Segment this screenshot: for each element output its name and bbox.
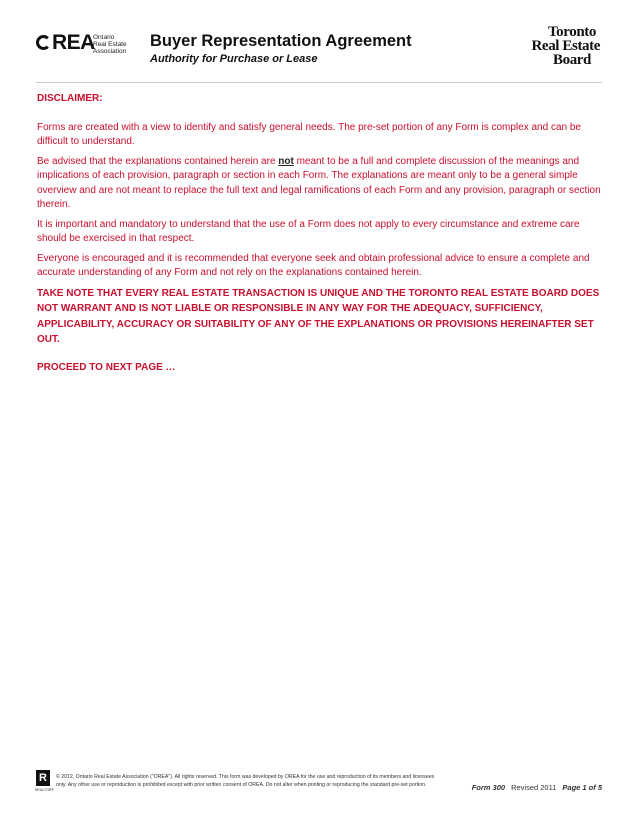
disclaimer-paragraph: It is important and mandatory to understand that the use of a Form does not apply to every circumstance and extreme care should be exercised in that respect. [37,218,580,244]
treb-logo-line: Toronto [547,24,596,40]
form-number: Form 300 [471,783,506,792]
orea-logo [36,33,95,53]
orea-assoc-line: Ontario [93,34,115,41]
disclaimer-heading: DISCLAIMER: [37,93,103,104]
header-divider [36,82,602,83]
realtor-label: REALTOR® [35,788,54,792]
proceed-next-page: PROCEED TO NEXT PAGE … [37,361,176,373]
revision-date: Revised 2011 [511,783,557,792]
copyright-line: © 2012, Ontario Real Estate Association ("OREA"). All rights reserved. This form was developed by OREA for the use and reproduction of its members and licensees [56,774,435,780]
document-subtitle: Authority for Purchase or Lease [150,53,318,65]
orea-assoc-line: Real Estate [93,41,127,48]
paragraph-text: meant to be a full and complete discussion of the meanings and implications of each provision, paragraph or section in each Form. The explanations are meant only to be a general simple overview and are not meant to replace the full text and legal ramifications of each Form and any provision, paragraph or section therein. [37,155,601,210]
page-number: Page 1 of 5 [562,783,602,792]
paragraph-text: Be advised that the explanations contained herein are [37,155,279,167]
realtor-icon: R [36,770,50,786]
form-info [472,783,602,792]
treb-logo-line: Board [552,52,591,68]
disclaimer-section [37,92,603,380]
orea-association-name [93,34,127,55]
copyright-line: only. Any other use or reproduction is prohibited except with prior written consent of OREA. Do not alter when printing or reproducing the standard pre-set portion. [56,782,427,788]
disclaimer-paragraph: Forms are created with a view to identify and satisfy general needs. The pre-set portion of any Form is complex and can be difficult to understand. [37,121,581,147]
orea-assoc-line: Association [93,48,127,55]
page-footer [36,770,602,806]
emphasis-not: not [278,155,294,167]
orea-logo-text: REA [52,31,95,54]
treb-logo-line: Real Estate [531,38,600,54]
page-header [0,0,638,80]
orea-o-icon [36,35,51,50]
copyright-notice [56,773,456,789]
disclaimer-paragraph [37,155,603,213]
treb-logo [532,25,601,67]
document-title: Buyer Representation Agreement [150,32,412,50]
take-note-notice: TAKE NOTE THAT EVERY REAL ESTATE TRANSACTION IS UNIQUE AND THE TORONTO REAL ESTATE BOARD DOES NOT WARRANT AND IS NOT LIABLE OR RESPONSIBLE IN ANY WAY FOR THE ADEQUACY, SUFFICIENCY, APPLICABILITY, ACCURACY OR SUITABILITY OF ANY OF THE EXPLANATIONS OR PROVISIONS HEREINAFTER SET OUT. [37,287,600,345]
disclaimer-paragraph: Everyone is encouraged and it is recommended that everyone seek and obtain professional advice to ensure a complete and accurate understanding of any Form and not rely on the explanations contained herein. [37,252,590,278]
